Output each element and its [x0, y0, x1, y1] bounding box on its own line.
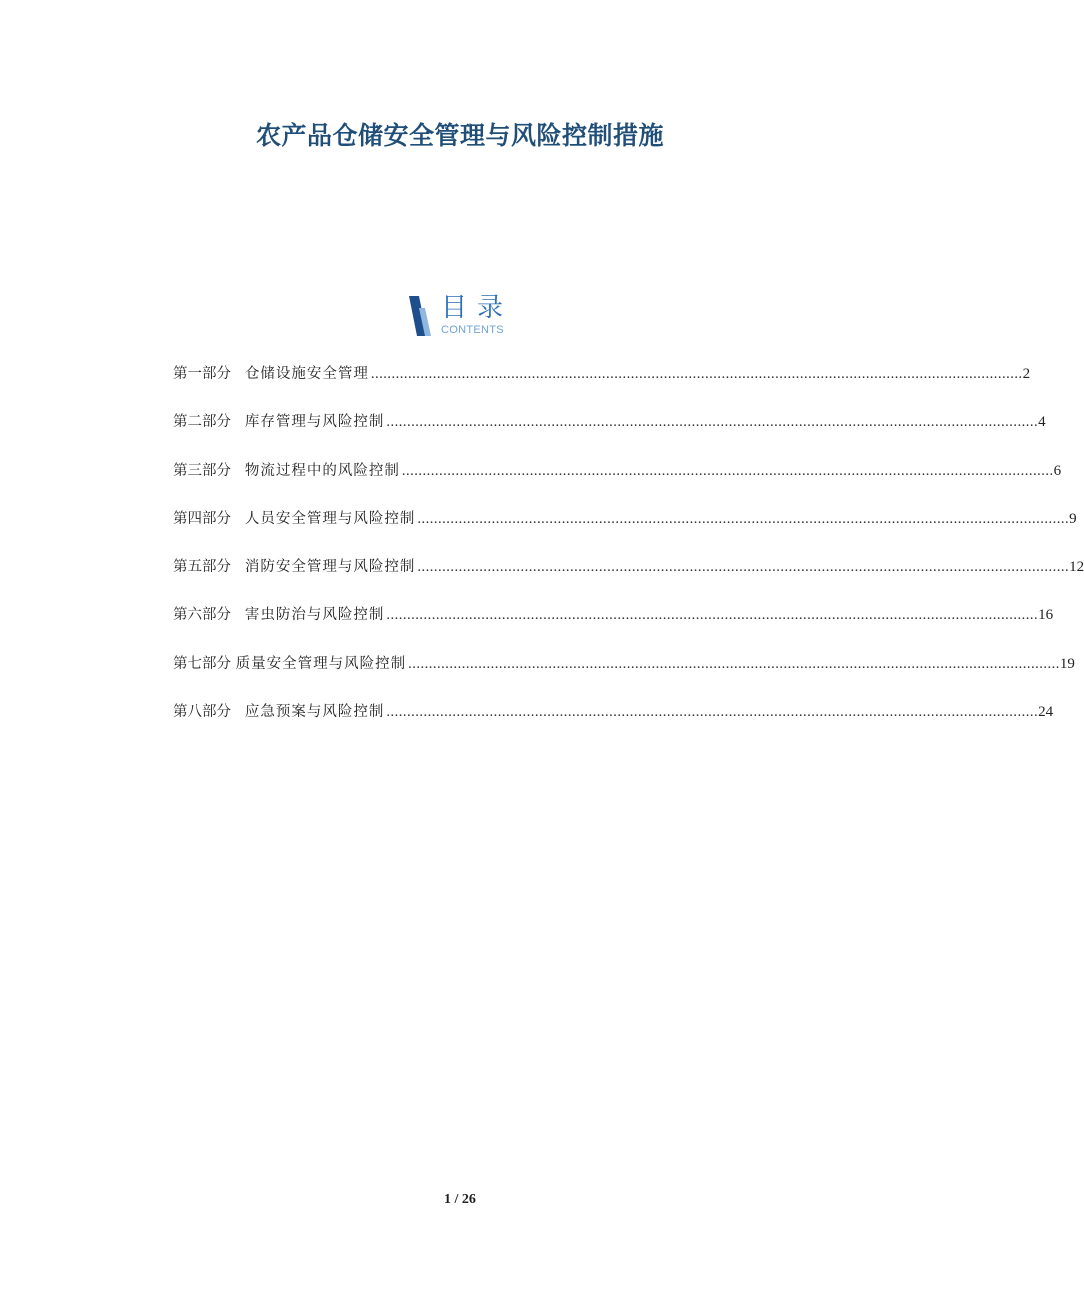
toc-entry-part-3[interactable] [173, 459, 1062, 507]
toc-header [407, 292, 527, 340]
toc-entry-separator [231, 511, 245, 527]
toc-entry-title: 害虫防治与风险控制 [244, 607, 385, 624]
toc-entry-part-2[interactable] [173, 410, 1046, 458]
toc-entry-part: 第七部分 [173, 655, 231, 672]
toc-entry-title: 应急预案与风险控制 [244, 704, 385, 721]
toc-entry-title: 仓储设施安全管理 [244, 366, 369, 382]
document-title: 农产品仓储安全管理与风险控制措施 [255, 121, 664, 150]
toc-dot-leader: .............................................................................................................................................................. [417, 510, 1070, 527]
toc-dot-leader: .............................................................................................................................................................. [386, 607, 1039, 624]
toc-entry-title: 物流过程中的风险控制 [244, 462, 400, 479]
toc-entry-page: 24 [1038, 704, 1054, 721]
toc-subheading: CONTENTS [441, 324, 504, 336]
toc-entry-title: 人员安全管理与风险控制 [244, 510, 416, 527]
toc-entry-part-5[interactable] [173, 555, 1084, 603]
toc-dot-leader: .............................................................................................................................................................. [386, 414, 1039, 431]
toc-entry-separator [231, 559, 245, 575]
toc-entry-part-8[interactable] [173, 700, 1054, 748]
toc-dot-leader: .............................................................................................................................................................. [386, 704, 1039, 721]
toc-entry-part-1[interactable] [173, 362, 1031, 410]
toc-entry-separator [231, 704, 245, 720]
toc-entry-page: 4 [1038, 414, 1046, 431]
toc-entry-part: 第六部分 [173, 607, 231, 624]
toc-entry-part: 第四部分 [173, 510, 231, 527]
toc-entry-part: 第一部分 [173, 366, 231, 382]
toc-dot-leader: .............................................................................................................................................................. [401, 462, 1054, 479]
toc-entry-page: 19 [1059, 655, 1075, 672]
toc-dot-leader: .............................................................................................................................................................. [370, 366, 1023, 382]
toc-entry-separator [231, 607, 245, 623]
toc-entry-part: 第八部分 [173, 704, 231, 721]
toc-entry-part: 第二部分 [173, 414, 231, 431]
toc-list [173, 362, 1084, 748]
toc-entry-part-6[interactable] [173, 603, 1054, 651]
toc-entry-page: 9 [1069, 510, 1077, 527]
toc-entry-part: 第三部分 [173, 462, 231, 479]
toc-entry-part-4[interactable] [173, 507, 1077, 555]
toc-entry-title: 库存管理与风险控制 [244, 414, 385, 431]
toc-entry-part-7[interactable] [173, 652, 1075, 700]
toc-entry-separator [231, 463, 245, 479]
toc-entry-page: 12 [1069, 559, 1084, 576]
toc-entry-title: 质量安全管理与风险控制 [235, 655, 407, 672]
toc-dot-leader: .............................................................................................................................................................. [417, 559, 1070, 576]
toc-heading: 目录 [441, 293, 514, 323]
page-number: 1 / 26 [444, 1192, 476, 1207]
toc-entry-page: 6 [1053, 462, 1062, 479]
toc-entry-separator [231, 414, 245, 430]
document-bookmark-icon [407, 296, 431, 336]
toc-entry-part: 第五部分 [173, 559, 231, 576]
toc-entry-title: 消防安全管理与风险控制 [244, 559, 416, 576]
toc-entry-page: 2 [1022, 366, 1031, 382]
toc-entry-page: 16 [1038, 607, 1054, 624]
toc-dot-leader: .............................................................................................................................................................. [408, 655, 1060, 672]
toc-entry-separator [231, 366, 245, 382]
